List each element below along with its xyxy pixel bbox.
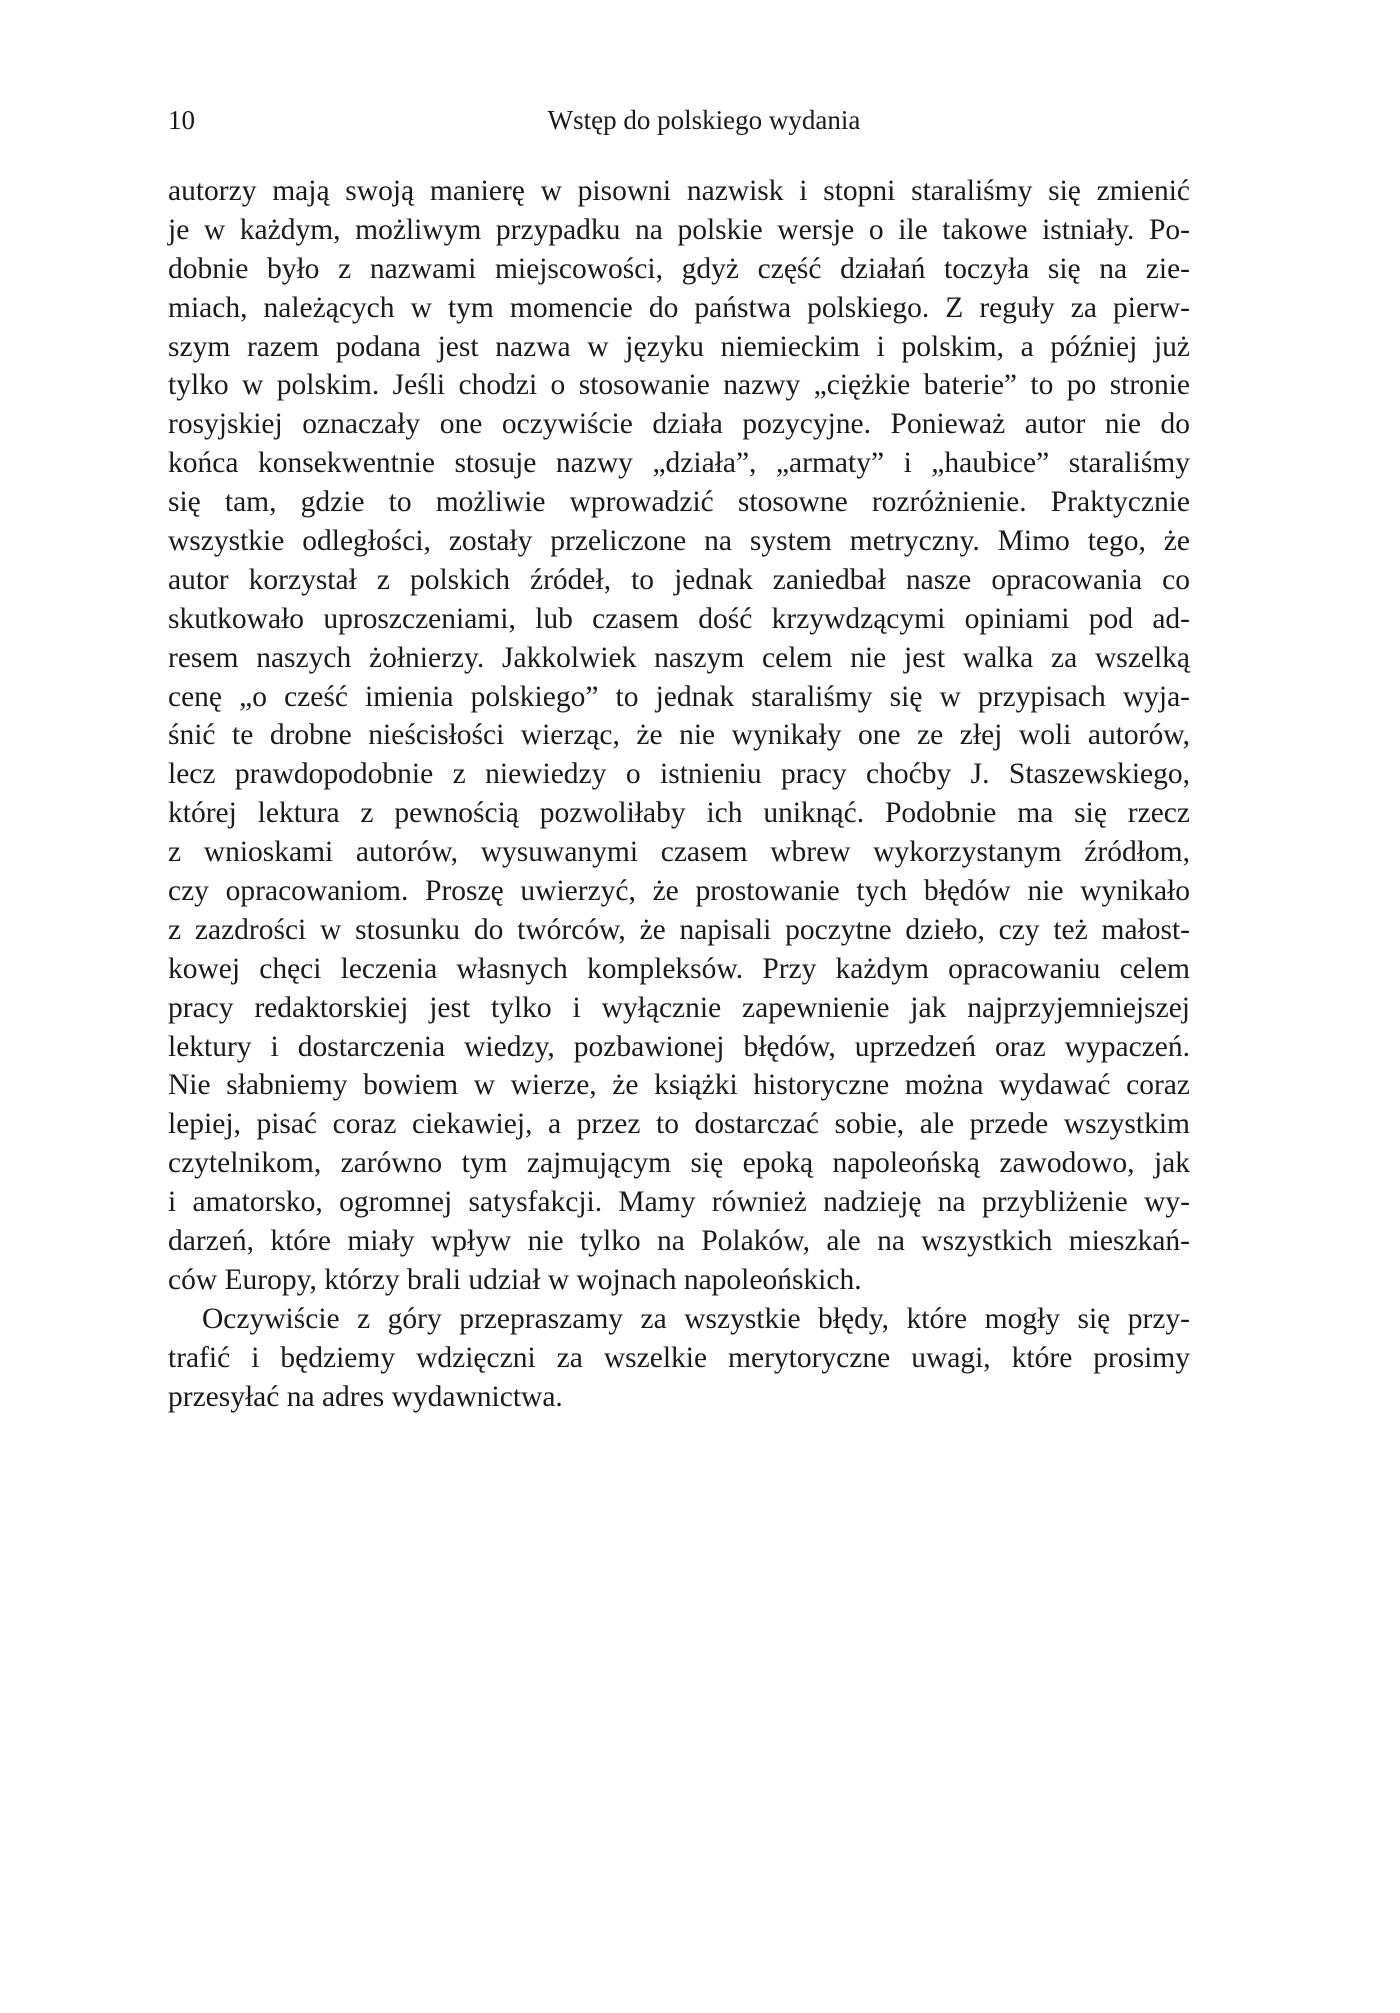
text-line: rosyjskiej oznaczały one oczywiście działa pozycyjne. Ponieważ autor nie do: [168, 408, 1190, 441]
text-line: śnić te drobne nieścisłości wierząc, że nie wynikały one ze złej woli autorów,: [168, 719, 1190, 752]
paragraph: [168, 1300, 1190, 1417]
text-line: czy opracowaniom. Proszę uwierzyć, że prostowanie tych błędów nie wynikało: [168, 875, 1190, 908]
text-line: ców Europy, którzy brali udział w wojnach napoleońskich.: [168, 1263, 862, 1296]
text-line: lepiej, pisać coraz ciekawiej, a przez to dostarczać sobie, ale przede wszystkim: [168, 1108, 1190, 1141]
running-head: [168, 100, 1240, 140]
text-line: darzeń, które miały wpływ nie tylko na Polaków, ale na wszystkich mieszkań-: [168, 1225, 1190, 1258]
text-line: z wnioskami autorów, wysuwanymi czasem wbrew wykorzystanym źródłom,: [168, 836, 1190, 869]
text-line: miach, należących w tym momencie do państwa polskiego. Z reguły za pierw-: [168, 291, 1190, 324]
text-line: z zazdrości w stosunku do twórców, że napisali poczytne dzieło, czy też małost-: [168, 913, 1190, 946]
text-line: Nie słabniemy bowiem w wierze, że książki historyczne można wydawać coraz: [168, 1069, 1190, 1102]
text-line: kowej chęci leczenia własnych kompleksów. Przy każdym opracowaniu celem: [168, 952, 1190, 985]
text-line: tylko w polskim. Jeśli chodzi o stosowanie nazwy „ciężkie baterie” to po stronie: [168, 369, 1190, 402]
text-line: wszystkie odległości, zostały przeliczone na system metryczny. Mimo tego, że: [168, 525, 1190, 558]
paragraph: [168, 172, 1190, 1300]
body-text: [168, 172, 1190, 1417]
text-line: trafić i będziemy wdzięczni za wszelkie merytoryczne uwagi, które prosimy: [168, 1341, 1190, 1374]
text-line: pracy redaktorskiej jest tylko i wyłącznie zapewnienie jak najprzyjemniejszej: [168, 991, 1190, 1024]
text-line: dobnie było z nazwami miejscowości, gdyż część działań toczyła się na zie-: [168, 252, 1190, 285]
text-line: je w każdym, możliwym przypadku na polskie wersje o ile takowe istniały. Po-: [168, 213, 1190, 246]
text-line: lektury i dostarczenia wiedzy, pozbawionej błędów, uprzedzeń oraz wypaczeń.: [168, 1030, 1190, 1063]
text-line: autorzy mają swoją manierę w pisowni nazwisk i stopni staraliśmy się zmienić: [168, 175, 1190, 207]
text-line: Oczywiście z góry przepraszamy za wszystkie błędy, które mogły się przy-: [202, 1302, 1190, 1335]
text-line: czytelnikom, zarówno tym zajmującym się epoką napoleońską zawodowo, jak: [168, 1147, 1190, 1180]
text-line: lecz prawdopodobnie z niewiedzy o istnieniu pracy choćby J. Staszewskiego,: [168, 758, 1190, 791]
page-number: 10: [168, 105, 195, 135]
running-title: Wstęp do polskiego wydania: [547, 105, 861, 135]
text-line: się tam, gdzie to możliwie wprowadzić stosowne rozróżnienie. Praktycznie: [168, 486, 1190, 519]
text-line: końca konsekwentnie stosuje nazwy „działa”, „armaty” i „haubice” staraliśmy: [168, 447, 1190, 480]
text-line: cenę „o cześć imienia polskiego” to jednak staraliśmy się w przypisach wyja-: [168, 680, 1190, 713]
text-line: i amatorsko, ogromnej satysfakcji. Mamy również nadzieję na przybliżenie wy-: [168, 1186, 1190, 1219]
text-line: której lektura z pewnością pozwoliłaby ich uniknąć. Podobnie ma się rzecz: [168, 797, 1190, 830]
text-line: skutkowało uproszczeniami, lub czasem dość krzywdzącymi opiniami pod ad-: [168, 602, 1190, 635]
text-line: resem naszych żołnierzy. Jakkolwiek naszym celem nie jest walka za wszelką: [168, 641, 1190, 674]
text-line: szym razem podana jest nazwa w języku niemieckim i polskim, a później już: [168, 330, 1190, 363]
text-line: autor korzystał z polskich źródeł, to jednak zaniedbał nasze opracowania co: [168, 563, 1190, 596]
text-line: przesyłać na adres wydawnictwa.: [168, 1380, 563, 1413]
